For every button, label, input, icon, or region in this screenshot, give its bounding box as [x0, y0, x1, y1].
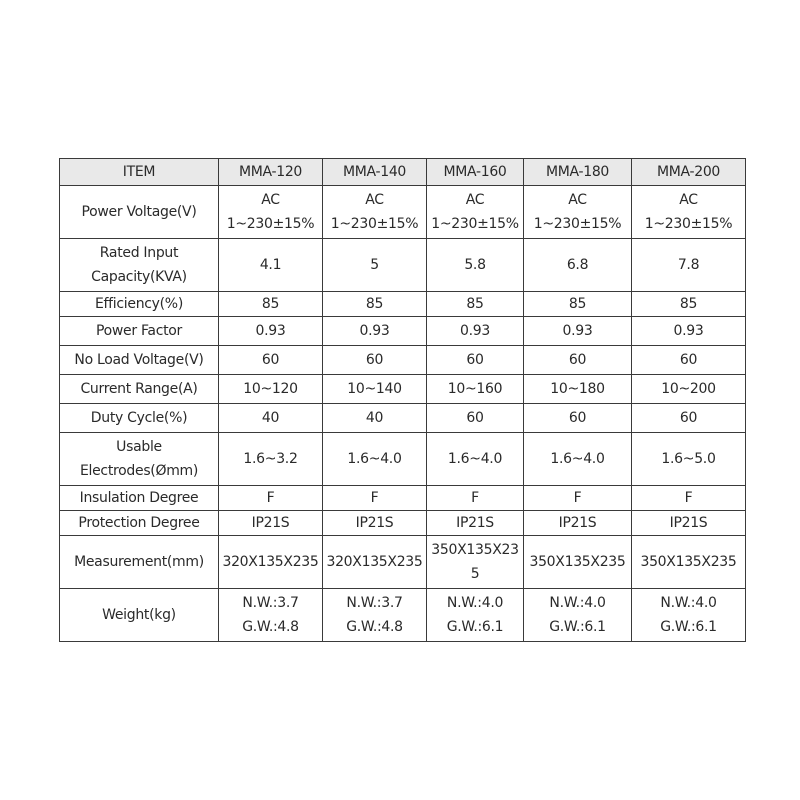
table-cell: 60 — [524, 404, 632, 433]
row-label: No Load Voltage(V) — [60, 346, 219, 375]
row-label: Usable Electrodes(Ømm) — [60, 433, 219, 486]
table-cell: F — [427, 486, 524, 511]
table-cell: 5 — [323, 239, 427, 292]
table-row-power-factor — [60, 317, 746, 346]
table-cell: 0.93 — [632, 317, 746, 346]
row-label: Measurement(mm) — [60, 536, 219, 589]
table-row-insulation-degree — [60, 486, 746, 511]
table-row-duty-cycle — [60, 404, 746, 433]
table-cell: 4.1 — [219, 239, 323, 292]
table-cell: 10~160 — [427, 375, 524, 404]
table-cell: IP21S — [632, 511, 746, 536]
table-cell: 85 — [524, 292, 632, 317]
table-cell: 60 — [632, 404, 746, 433]
table-cell: 10~140 — [323, 375, 427, 404]
table-cell: AC 1~230±15% — [632, 186, 746, 239]
table-cell: 6.8 — [524, 239, 632, 292]
table-cell: 0.93 — [219, 317, 323, 346]
row-label: Insulation Degree — [60, 486, 219, 511]
table-cell: 60 — [632, 346, 746, 375]
table-cell: F — [524, 486, 632, 511]
table-cell: 60 — [427, 404, 524, 433]
table-row-weight — [60, 589, 746, 642]
header-model: MMA-140 — [323, 159, 427, 186]
table-cell: 1.6~4.0 — [524, 433, 632, 486]
table-cell: 85 — [219, 292, 323, 317]
table-cell: 1.6~3.2 — [219, 433, 323, 486]
table-cell: 85 — [323, 292, 427, 317]
table-cell: AC 1~230±15% — [219, 186, 323, 239]
table-cell: 0.93 — [524, 317, 632, 346]
table-row-efficiency — [60, 292, 746, 317]
table-cell: 0.93 — [427, 317, 524, 346]
table-cell: F — [632, 486, 746, 511]
table-cell: F — [323, 486, 427, 511]
table-cell: 10~180 — [524, 375, 632, 404]
table-cell: 320X135X235 — [323, 536, 427, 589]
row-label: Weight(kg) — [60, 589, 219, 642]
table-cell: AC 1~230±15% — [323, 186, 427, 239]
row-label: Rated Input Capacity(KVA) — [60, 239, 219, 292]
table-cell: N.W.:4.0 G.W.:6.1 — [632, 589, 746, 642]
table-cell: AC 1~230±15% — [524, 186, 632, 239]
header-model: MMA-160 — [427, 159, 524, 186]
table-cell: IP21S — [427, 511, 524, 536]
table-cell: 60 — [524, 346, 632, 375]
table-cell: 350X135X235 — [632, 536, 746, 589]
table-cell: 40 — [323, 404, 427, 433]
table-cell: 10~120 — [219, 375, 323, 404]
table-cell: 7.8 — [632, 239, 746, 292]
table-cell: 1.6~5.0 — [632, 433, 746, 486]
table-cell: F — [219, 486, 323, 511]
table-row-measurement — [60, 536, 746, 589]
header-model: MMA-120 — [219, 159, 323, 186]
row-label: Protection Degree — [60, 511, 219, 536]
row-label: Efficiency(%) — [60, 292, 219, 317]
table-cell: 1.6~4.0 — [427, 433, 524, 486]
table-row-rated-input — [60, 239, 746, 292]
table-cell: 60 — [427, 346, 524, 375]
table-cell: 60 — [219, 346, 323, 375]
table-cell: 5.8 — [427, 239, 524, 292]
table-row-no-load-voltage — [60, 346, 746, 375]
row-label: Power Voltage(V) — [60, 186, 219, 239]
table-cell: AC 1~230±15% — [427, 186, 524, 239]
header-item: ITEM — [60, 159, 219, 186]
spec-table — [59, 158, 746, 642]
table-row-usable-electrodes — [60, 433, 746, 486]
header-row — [60, 159, 746, 186]
row-label: Current Range(A) — [60, 375, 219, 404]
table-cell: N.W.:3.7 G.W.:4.8 — [323, 589, 427, 642]
header-model: MMA-200 — [632, 159, 746, 186]
header-model: MMA-180 — [524, 159, 632, 186]
table-cell: 1.6~4.0 — [323, 433, 427, 486]
table-cell: IP21S — [323, 511, 427, 536]
table-cell: 320X135X235 — [219, 536, 323, 589]
table-cell: IP21S — [219, 511, 323, 536]
table-row-current-range — [60, 375, 746, 404]
row-label: Power Factor — [60, 317, 219, 346]
table-row-protection-degree — [60, 511, 746, 536]
table-cell: N.W.:3.7 G.W.:4.8 — [219, 589, 323, 642]
table-cell: 350X135X23 5 — [427, 536, 524, 589]
table-row-power-voltage — [60, 186, 746, 239]
table-cell: 10~200 — [632, 375, 746, 404]
row-label: Duty Cycle(%) — [60, 404, 219, 433]
table-cell: 0.93 — [323, 317, 427, 346]
table-cell: 60 — [323, 346, 427, 375]
table-cell: 40 — [219, 404, 323, 433]
table-cell: 350X135X235 — [524, 536, 632, 589]
table-cell: N.W.:4.0 G.W.:6.1 — [524, 589, 632, 642]
table-cell: IP21S — [524, 511, 632, 536]
table-cell: 85 — [632, 292, 746, 317]
table-cell: N.W.:4.0 G.W.:6.1 — [427, 589, 524, 642]
table-cell: 85 — [427, 292, 524, 317]
